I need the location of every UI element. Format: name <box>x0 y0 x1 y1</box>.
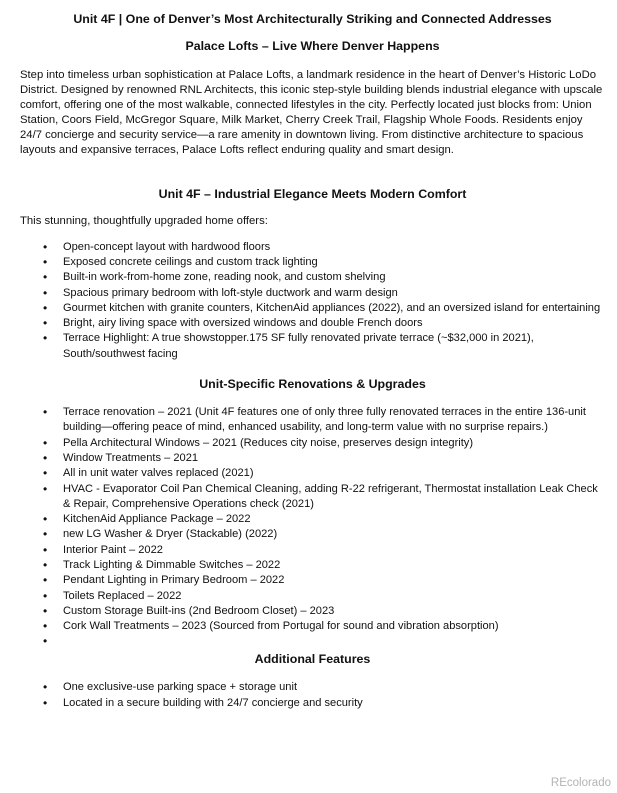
list-item: • One exclusive-use parking space + storage unit <box>63 680 605 695</box>
list-item: • Gourmet kitchen with granite counters, KitchenAid appliances (2022), and an oversized island for entertaining <box>63 301 605 316</box>
intro-paragraph: Step into timeless urban sophistication at Palace Lofts, a landmark residence in the heart of Denver’s Historic LoDo District. Designed by renowned RNL Architects, this iconic step-style building blends industrial elegance with upscale comfort, offering one of the most walkable, connected lifestyles in the city. Perfectly located just blocks from: Union Station, Coors Field, McGregor Square, Milk Market, Cherry Creek Trail, Flagship Whole Foods. Residents enjoy 24/7 concierge and security service—a rare amenity in downtown living. From distinctive architecture to spacious layouts and expansive terraces, Palace Lofts reflect enduring quality and smart design. <box>20 69 603 157</box>
list-item: • Interior Paint – 2022 <box>63 543 605 558</box>
section2-heading: Unit-Specific Renovations & Upgrades <box>199 377 426 392</box>
list-item: • Track Lighting & Dimmable Switches – 2022 <box>63 558 605 573</box>
list-item: • Built-in work-from-home zone, reading nook, and custom shelving <box>63 270 605 285</box>
section1-heading: Unit 4F – Industrial Elegance Meets Modern Comfort <box>158 186 467 201</box>
list-item: • Open-concept layout with hardwood floors <box>63 240 605 255</box>
list-item: • Cork Wall Treatments – 2023 (Sourced from Portugal for sound and vibration absorption) <box>63 619 605 634</box>
watermark-logo: REcolorado <box>550 777 611 789</box>
list-item: • Located in a secure building with 24/7 concierge and security <box>63 696 605 711</box>
list-item: • Spacious primary bedroom with loft-style ductwork and warm design <box>63 286 605 301</box>
list-item: • Pendant Lighting in Primary Bedroom – 2022 <box>63 573 605 588</box>
list-item: • All in unit water valves replaced (2021) <box>63 466 605 481</box>
list-item: • Custom Storage Built-ins (2nd Bedroom Closet) – 2023 <box>63 604 605 619</box>
section1-lead: This stunning, thoughtfully upgraded home offers: <box>20 214 268 227</box>
list-item: • Exposed concrete ceilings and custom track lighting <box>63 255 605 270</box>
section1-list <box>20 240 605 362</box>
list-item: • Window Treatments – 2021 <box>63 451 605 466</box>
list-item: • KitchenAid Appliance Package – 2022 <box>63 512 605 527</box>
section3-heading: Additional Features <box>254 652 371 667</box>
list-item: • new LG Washer & Dryer (Stackable) (2022) <box>63 527 605 542</box>
section2-list <box>20 405 605 649</box>
document-title: Unit 4F | One of Denver’s Most Architecturally Striking and Connected Addresses <box>73 12 552 26</box>
list-item <box>63 634 605 649</box>
list-item: • Terrace Highlight: A true showstopper.175 SF fully renovated private terrace (~$32,000 in 2021), South/southwest facing <box>63 331 605 362</box>
section3-list <box>20 680 605 711</box>
document-subtitle: Palace Lofts – Live Where Denver Happens <box>185 39 440 53</box>
list-item: • Bright, airy living space with oversized windows and double French doors <box>63 316 605 331</box>
listing-document <box>20 12 605 711</box>
list-item: • Toilets Replaced – 2022 <box>63 589 605 604</box>
list-item: • HVAC - Evaporator Coil Pan Chemical Cleaning, adding R-22 refrigerant, Thermostat installation Leak Check & Repair, Comprehensive Operations check (2021) <box>63 482 605 513</box>
list-item: • Pella Architectural Windows – 2021 (Reduces city noise, preserves design integrity) <box>63 436 605 451</box>
list-item: • Terrace renovation – 2021 (Unit 4F features one of only three fully renovated terraces in the entire 136-unit building—offering peace of mind, enhanced usability, and long-term value with no surprise repairs.) <box>63 405 605 436</box>
